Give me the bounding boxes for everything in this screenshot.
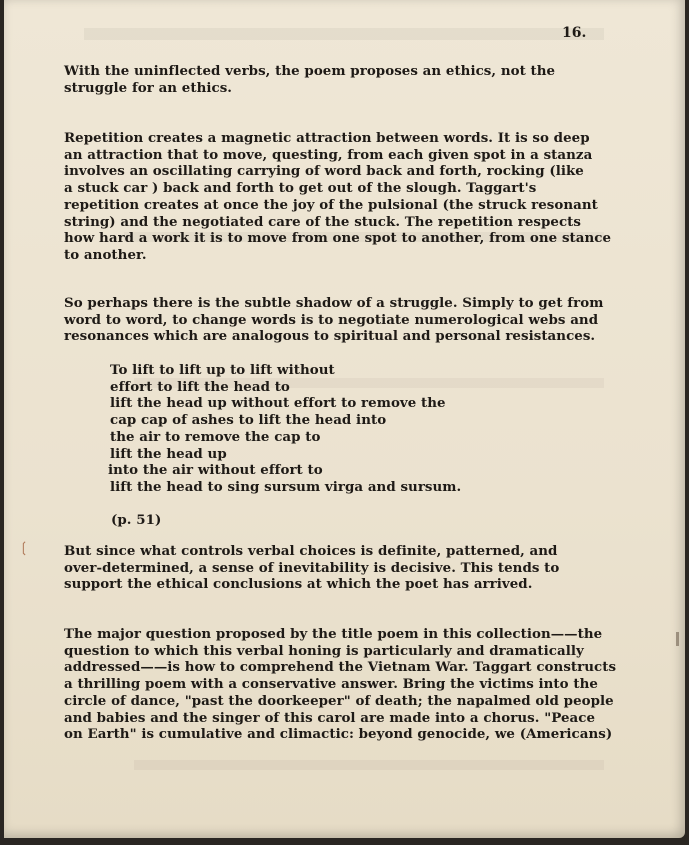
margin-pencil-mark: ❲ — [18, 540, 30, 556]
text-line: a stuck car ) back and forth to get out of the slough. Taggart's — [64, 180, 537, 197]
poem-line: lift the head up — [110, 445, 227, 462]
poem-line: into the air without effort to — [108, 462, 323, 479]
paragraph-2 — [64, 130, 672, 264]
text-line: Repetition creates a magnetic attraction between words. It is so deep — [64, 130, 590, 146]
poem-line: To lift to lift up to lift without — [110, 362, 335, 378]
text-line: But since what controls verbal choices is definite, patterned, and — [64, 543, 558, 559]
text-line: to another. — [64, 246, 147, 263]
paragraph-5 — [64, 626, 672, 743]
text-line: question to which this verbal honing is particularly and dramatically — [64, 642, 584, 659]
poem-line: cap cap of ashes to lift the head into — [110, 412, 387, 429]
text-line: So perhaps there is the subtle shadow of a struggle. Simply to get from — [64, 295, 604, 311]
text-line: and babies and the singer of this carol are made into a chorus. "Peace — [64, 709, 596, 726]
text-line: addressed——is how to comprehend the Vietnam War. Taggart constructs — [64, 659, 617, 676]
text-line: involves an oscillating carrying of word back and forth, rocking (like — [64, 163, 584, 180]
text-line: an attraction that to move, questing, from each given spot in a stanza — [64, 146, 593, 163]
text-line: With the uninflected verbs, the poem proposes an ethics, not the — [64, 63, 556, 79]
show-through-shadow — [134, 760, 604, 770]
citation — [111, 512, 311, 529]
page-number: 16. — [562, 25, 587, 41]
document-page — [4, 0, 685, 838]
paragraph-3 — [64, 295, 672, 345]
text-line: a thrilling poem with a conservative answer. Bring the victims into the — [64, 676, 598, 693]
poem-line: the air to remove the cap to — [110, 428, 321, 445]
paragraph-4 — [64, 543, 672, 593]
text-line: repetition creates at once the joy of the pulsional (the struck resonant — [64, 196, 598, 213]
poem-line: lift the head to sing sursum virga and sursum. — [110, 478, 462, 495]
text-line: over-determined, a sense of inevitability is decisive. This tends to — [64, 559, 560, 576]
show-through-shadow — [84, 28, 604, 40]
text-line: resonances which are analogous to spiritual and personal resistances. — [64, 328, 596, 345]
text-line: how hard a work it is to move from one spot to another, from one stance — [64, 230, 612, 247]
page-edge-mark — [676, 632, 679, 646]
citation-text: (p. 51) — [111, 512, 162, 528]
poem-line: effort to lift the head to — [110, 378, 290, 395]
text-line: on Earth" is cumulative and climactic: beyond genocide, we (Americans) — [64, 726, 613, 743]
text-line: The major question proposed by the title poem in this collection——the — [64, 626, 603, 642]
text-line: struggle for an ethics. — [64, 79, 233, 96]
text-line: string) and the negotiated care of the stuck. The repetition respects — [64, 213, 582, 230]
poem-line: lift the head up without effort to remove the — [110, 395, 446, 412]
text-line: circle of dance, "past the doorkeeper" of death; the napalmed old people — [64, 692, 614, 709]
text-line: word to word, to change words is to negotiate numerological webs and — [64, 311, 599, 328]
poem-quotation — [110, 362, 650, 496]
paragraph-1 — [64, 63, 672, 96]
text-line: support the ethical conclusions at which the poet has arrived. — [64, 576, 533, 593]
